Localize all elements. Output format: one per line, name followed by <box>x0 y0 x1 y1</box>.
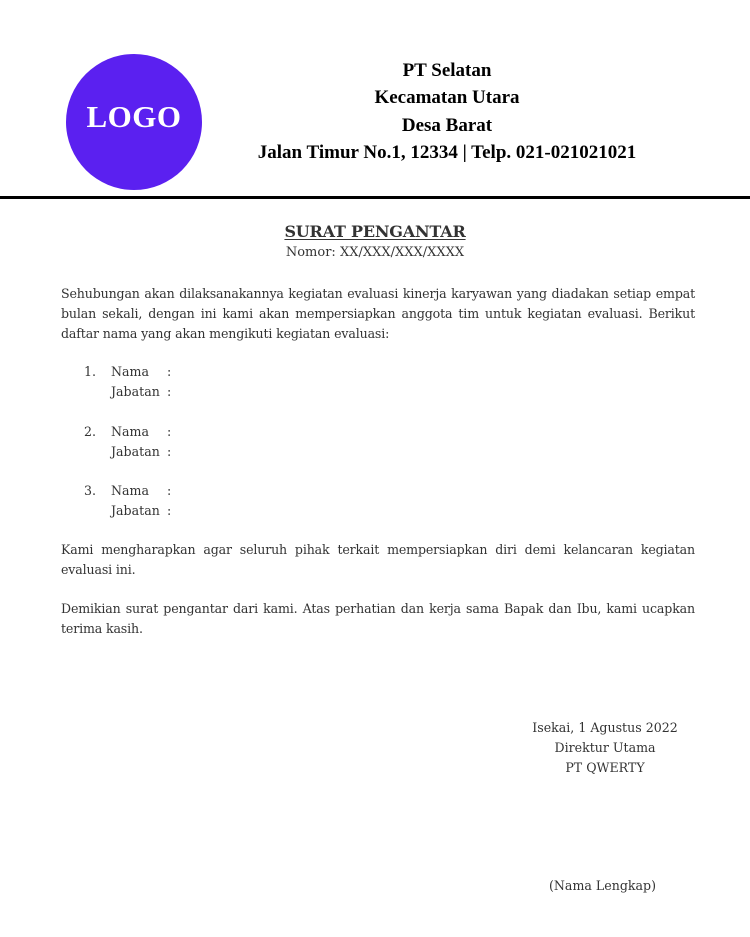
company-name: PT Selatan <box>402 60 492 81</box>
position-field-row <box>111 442 177 462</box>
position-field-row <box>111 382 177 402</box>
position-label: Jabatan <box>111 503 160 518</box>
list-number: 2. <box>84 423 97 439</box>
position-label: Jabatan <box>111 384 160 399</box>
intro-paragraph: Sehubungan akan dilaksanakannya kegiatan evaluasi kinerja karyawan yang diadakan setiap empat bulan sekali, dengan ini kami akan mempersiapkan anggota tim untuk kegiatan evaluasi. Berikut daftar nama yang akan mengikuti kegiatan evaluasi: <box>61 286 695 341</box>
list-number: 3. <box>84 483 97 498</box>
list-item <box>84 422 177 462</box>
signature-block <box>495 718 715 778</box>
district-name: Kecamatan Utara <box>374 87 520 109</box>
name-label: Nama <box>111 364 149 379</box>
signer-position: Direktur Utama <box>554 740 656 755</box>
address-contact: Jalan Timur No.1, 12334 | Telp. 021-021021021 <box>257 141 637 163</box>
letter-heading <box>0 220 750 262</box>
position-colon: : <box>167 503 172 518</box>
place-date: Isekai, 1 Agustus 2022 <box>532 720 678 735</box>
participant-list <box>84 362 177 541</box>
logo-text: LOGO <box>86 99 182 134</box>
signer-company: PT QWERTY <box>565 760 645 775</box>
name-colon: : <box>167 364 172 379</box>
name-field-row <box>111 422 177 442</box>
position-field-row <box>111 501 177 521</box>
list-item <box>84 362 177 402</box>
position-colon: : <box>167 384 172 399</box>
list-item <box>84 481 177 521</box>
name-field-row <box>111 362 177 382</box>
letter-title: SURAT PENGANTAR <box>284 222 466 241</box>
letterhead-divider <box>0 196 750 199</box>
name-colon: : <box>167 483 172 498</box>
signer-name-placeholder: (Nama Lengkap) <box>549 878 656 893</box>
village-name: Desa Barat <box>401 114 493 136</box>
name-colon: : <box>167 423 172 439</box>
position-colon: : <box>167 443 172 459</box>
letterhead <box>220 57 674 166</box>
name-field-row <box>111 481 177 501</box>
position-label: Jabatan <box>111 443 160 459</box>
name-label: Nama <box>111 483 149 498</box>
closing-paragraph: Demikian surat pengantar dari kami. Atas perhatian dan kerja sama Bapak dan Ibu, kami ucapkan terima kasih. <box>61 601 695 636</box>
company-logo <box>66 54 202 190</box>
list-number: 1. <box>84 364 97 379</box>
hope-paragraph: Kami mengharapkan agar seluruh pihak terkait mempersiapkan diri demi kelancaran kegiatan evaluasi ini. <box>61 542 695 577</box>
letter-number: Nomor: XX/XXX/XXX/XXXX <box>285 245 465 260</box>
name-label: Nama <box>111 423 149 439</box>
